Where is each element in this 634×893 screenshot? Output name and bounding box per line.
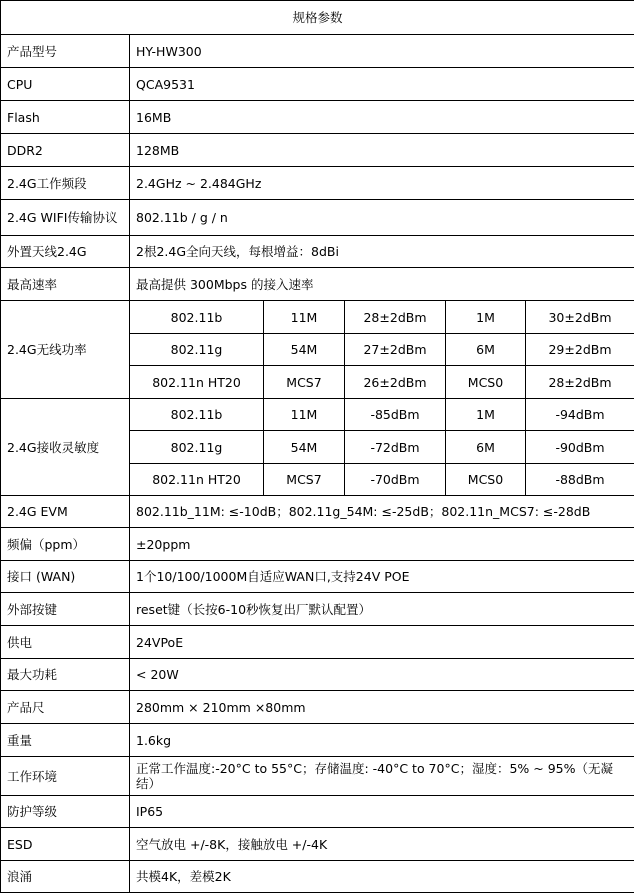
power-cell: 29±2dBm (526, 334, 634, 366)
power-cell: 11M (264, 301, 345, 334)
power-cell: 28±2dBm (526, 366, 634, 399)
row-value: 128MB (130, 134, 634, 167)
row-label: DDR2 (1, 134, 130, 167)
row-value: 正常工作温度:-20°C to 55°C；存储温度: -40°C to 70°C；湿度：5% ~ 95%（无凝结） (130, 757, 634, 796)
row-label: CPU (1, 68, 130, 101)
row-value: 16MB (130, 101, 634, 134)
table-row (1, 626, 634, 659)
row-value: IP65 (130, 796, 634, 828)
table-row (1, 724, 634, 757)
table-row (1, 796, 634, 828)
table-row (1, 593, 634, 626)
power-cell: 802.11n HT20 (130, 366, 264, 399)
row-label: 频偏（ppm） (1, 528, 130, 561)
row-value: 空气放电 +/-8K，接触放电 +/-4K (130, 828, 634, 861)
sensitivity-cell: 1M (446, 399, 526, 431)
table-row (1, 691, 634, 724)
row-value: reset键（长按6-10秒恢复出厂默认配置） (130, 593, 634, 626)
row-label: ESD (1, 828, 130, 861)
row-value: ±20ppm (130, 528, 634, 561)
sensitivity-cell: -70dBm (345, 464, 446, 496)
sensitivity-cell: -94dBm (526, 399, 634, 431)
row-value: 1个10/100/1000M自适应WAN口,支持24V POE (130, 561, 634, 593)
row-value: 最高提供 300Mbps 的接入速率 (130, 268, 634, 301)
table-title: 规格参数 (1, 1, 634, 35)
table-row (1, 861, 634, 893)
power-cell: 54M (264, 334, 345, 366)
row-label: 最高速率 (1, 268, 130, 301)
row-label: 2.4G WIFI传输协议 (1, 200, 130, 236)
sensitivity-cell: 802.11n HT20 (130, 464, 264, 496)
sensitivity-cell: -85dBm (345, 399, 446, 431)
power-cell: 6M (446, 334, 526, 366)
power-cell: 802.11g (130, 334, 264, 366)
power-cell: 28±2dBm (345, 301, 446, 334)
sensitivity-cell: 11M (264, 399, 345, 431)
table-row (1, 268, 634, 301)
power-cell: 26±2dBm (345, 366, 446, 399)
table-row (1, 68, 634, 101)
power-row (1, 301, 634, 334)
row-value: 24VPoE (130, 626, 634, 659)
power-cell: 27±2dBm (345, 334, 446, 366)
title-row (1, 1, 634, 35)
sensitivity-cell: MCS7 (264, 464, 345, 496)
table-row (1, 134, 634, 167)
table-row (1, 200, 634, 236)
table-row (1, 167, 634, 200)
power-cell: MCS0 (446, 366, 526, 399)
table-row (1, 236, 634, 268)
row-label: 防护等级 (1, 796, 130, 828)
power-label: 2.4G无线功率 (1, 301, 130, 399)
row-label: 浪涌 (1, 861, 130, 893)
row-value: QCA9531 (130, 68, 634, 101)
row-label: 重量 (1, 724, 130, 757)
row-label: 产品型号 (1, 35, 130, 68)
row-value: 280mm × 210mm ×80mm (130, 691, 634, 724)
row-label: 外部按键 (1, 593, 130, 626)
row-label: 2.4G工作频段 (1, 167, 130, 200)
power-cell: 30±2dBm (526, 301, 634, 334)
row-value: HY-HW300 (130, 35, 634, 68)
row-label: 2.4G EVM (1, 496, 130, 528)
row-value: 802.11b / g / n (130, 200, 634, 236)
table-row (1, 101, 634, 134)
row-value: 1.6kg (130, 724, 634, 757)
table-row (1, 828, 634, 861)
row-label: 产品尺 (1, 691, 130, 724)
power-cell: MCS7 (264, 366, 345, 399)
sensitivity-cell: -90dBm (526, 431, 634, 464)
table-row (1, 659, 634, 691)
sensitivity-cell: -88dBm (526, 464, 634, 496)
row-label: 工作环境 (1, 757, 130, 796)
power-cell: 802.11b (130, 301, 264, 334)
row-label: 接口 (WAN) (1, 561, 130, 593)
row-label: Flash (1, 101, 130, 134)
row-value: < 20W (130, 659, 634, 691)
sensitivity-cell: 802.11b (130, 399, 264, 431)
table-row (1, 757, 634, 796)
sensitivity-cell: -72dBm (345, 431, 446, 464)
table-row (1, 496, 634, 528)
row-label: 供电 (1, 626, 130, 659)
row-value: 共模4K，差模2K (130, 861, 634, 893)
sensitivity-row (1, 399, 634, 431)
table-row (1, 561, 634, 593)
row-value: 802.11b_11M: ≤-10dB；802.11g_54M: ≤-25dB；802.11n_MCS7: ≤-28dB (130, 496, 634, 528)
table-row (1, 528, 634, 561)
row-label: 外置天线2.4G (1, 236, 130, 268)
table-row (1, 35, 634, 68)
sensitivity-cell: MCS0 (446, 464, 526, 496)
row-value: 2根2.4G全向天线，每根增益：8dBi (130, 236, 634, 268)
sensitivity-cell: 802.11g (130, 431, 264, 464)
power-cell: 1M (446, 301, 526, 334)
sensitivity-label: 2.4G接收灵敏度 (1, 399, 130, 496)
row-value: 2.4GHz ~ 2.484GHz (130, 167, 634, 200)
row-label: 最大功耗 (1, 659, 130, 691)
sensitivity-cell: 54M (264, 431, 345, 464)
sensitivity-cell: 6M (446, 431, 526, 464)
